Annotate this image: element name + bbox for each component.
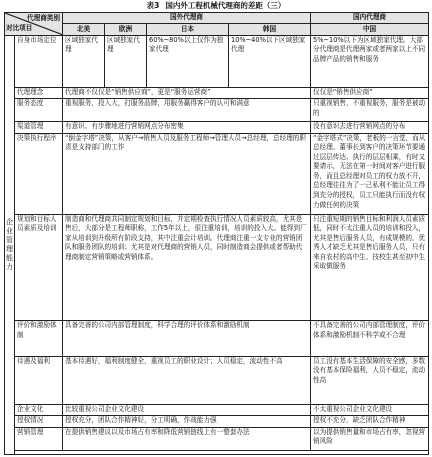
cell-foreign: 代理商不仅仅是“销售供应商”，更是“服务运营商” [63,87,311,98]
cell-china: 授权不充分，缺乏团队合作精神 [311,416,429,427]
header-corner-cell [5,13,63,36]
row-label: 渠道管理 [15,122,63,133]
cell-foreign: 授权充分，团队合作精神好，分工明确，作战能力强 [63,416,311,427]
table-row [5,427,429,450]
header-row-1 [5,13,429,24]
table-caption: 国内外工程机械代理商的差距（三） [165,1,286,10]
row-label: 服务态度 [15,99,63,122]
header-compare-item: 对比项目 [6,23,33,32]
row-label: 企业文化 [15,404,63,415]
section-label-cell [5,35,15,455]
cell-china: 仅仅是“销售供应商” [311,87,429,98]
table-row [5,133,429,214]
table-row [5,99,429,122]
table-row [5,321,429,357]
cell-china: 只重视销售，不重视服务，服务是被动的 [311,99,429,122]
cell-foreign: 有意识、有步骤地进行营销网点分布密集 [63,122,311,133]
cell-foreign: 在提供销售建议以及市场占有率和降低营销链线上有一整套办法 [63,427,311,450]
header-col-europe: 欧洲 [105,24,147,35]
header-col-china: 中国 [311,24,429,35]
cell-china: “金字塔式”决策，老板的一言堂，而从总经理、董事长到客户的决策环节要通过层层传达、执行的层层相乘，有时又要请示，无法在第一时间对客户进行服务，而且总经理对员工的权力放不开，总经理往往为了一己私利不能让员工得到充分的授权，员工只能执行而没有权力做任何的决策 [311,133,429,214]
table-title [0,1,432,11]
cell-japan: 60%~80%以上仅作为独家代理 [147,35,229,87]
section-label: 企业管理能力 [6,217,13,271]
cell-foreign: “倒金字塔”决策，从客户→销售人员及服务工程师→管理人员→总经理，总经理的职责是支持部门的工作 [63,133,311,214]
row-label: 决策执行程序 [15,133,63,214]
row-label: 代理理念 [15,87,63,98]
header-dealer-type: 代理商类别 [27,14,60,22]
table-row [5,356,429,404]
cell-china: 以为提供销售量和市场占有率，忽视营销风险 [311,427,429,450]
row-label: 规划和目标人员素质及培训 [15,214,63,321]
cell-china: 不太重视公司企业文化建设 [311,404,429,415]
table-row [5,214,429,321]
filler-cell [15,450,429,454]
cell-korea: 10%~40%以下区域独家代理 [229,35,311,87]
cell-china: 员工没有基本生活保障的安全感，多数没有基本保险福利，人员不稳定，流动性高 [311,356,429,404]
comparison-table [4,12,429,455]
cell-foreign: 基本待遇好，福利制度健全，重视员工的职业设计；人员稳定，流动性不高 [63,356,311,404]
header-foreign-group: 国外代理商 [63,13,311,24]
cell-china: 不具备完善的公司内部管理制度，评价体系和激励机制不科学或不合理 [311,321,429,357]
cell-foreign: 重视服务，投入大，打服务品牌，用服务赢得客户的认可和满意 [63,99,311,122]
table-row [5,35,429,87]
row-label: 评价和激励体制 [15,321,63,357]
header-row-2 [5,24,429,35]
table-row [5,122,429,133]
row-label: 授权情况 [15,416,63,427]
table-row [5,404,429,415]
cell-foreign: 具备完善的公司内部管理制度，科学合理的评价体系和激励机制 [63,321,311,357]
cell-foreign: 比较重视公司企业文化建设 [63,404,311,415]
cell-china: 5%~10%以下为区域独家代理。大部分代理商是代理两家或者两家以上不同品牌产品的销售和服务 [311,35,429,87]
cell-europe: 区域独家代理 [105,35,147,87]
table-row [5,87,429,98]
cell-foreign: 制造商和代理商共同制定规划和目标，并定期检查执行情况人员素质较高，尤其是售后，大部分是工程师职称，工作5年以上，很注重培训，培训的投入大。能得到厂家从培训到升级所有阶段支持，其中注重会计培训。代理商注重一支专业的营销团队和服务团队的培训；尤其是对代理商的营销人员，同时制造商会提供或者帮助代理商制定营销策略或营销体系。 [63,214,311,321]
row-label: 营销管理 [15,427,63,450]
cell-north-america: 区域独家代理 [63,35,105,87]
row-label: 待遇及福利 [15,356,63,404]
header-col-japan: 日本 [147,24,229,35]
row-label: 自身市场定位 [15,35,63,87]
table-row [5,416,429,427]
header-domestic-group: 国内代理商 [311,13,429,24]
cell-china: 只注重短期的销售目标和利润人员素质低，同时不太注重人员的培训和投入，尤其是售后服务人员，有成规模的，优秀人才缺乏尤其是售后服务人员，只有来自农村的高中生、技校生甚至初中生采取做服务 [311,214,429,321]
cell-china: 没有意识去进行营销网点的分布 [311,122,429,133]
header-col-korea: 韩国 [229,24,311,35]
header-col-north-america: 北美 [63,24,105,35]
table-number: 表3 [146,1,160,10]
table-row-filler [5,450,429,454]
